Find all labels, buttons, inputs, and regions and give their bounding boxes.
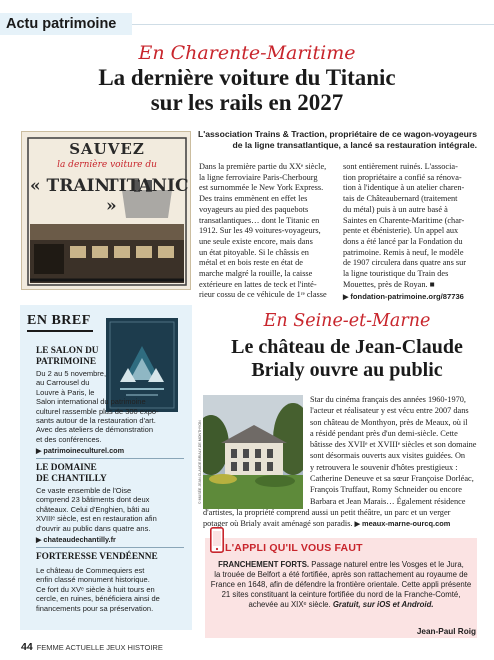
poster-line4: TITANIC » bbox=[106, 176, 189, 216]
article1-column1 bbox=[199, 162, 335, 301]
text-line: d'ouvrir au public dans quatre ans. bbox=[36, 523, 151, 533]
article2-ref-link[interactable]: ▶ meaux-marne-ourcq.com bbox=[354, 519, 451, 529]
chateau-brialy-photo bbox=[203, 395, 303, 509]
text-line: tion propriétaire a confié sa rénova- bbox=[343, 172, 462, 182]
text-line: Dans la première partie du XXᵉ siècle, bbox=[199, 162, 327, 171]
text-line: tais de Châteaubernard (traitement bbox=[343, 194, 458, 204]
text-line: la ligne ferroviaire Paris-Cherbourg bbox=[199, 172, 318, 182]
text-line: et des conférences. bbox=[36, 434, 102, 444]
text-line: cercle, en ruines, bénéficiera ainsi de bbox=[36, 594, 160, 604]
bref-title: EN BREF bbox=[27, 313, 91, 328]
article2-text-full: d'artistes, la propriété comprend aussi un petit théâtre, un parc et un verger potager où Brialy avait aménagé son paradis. ▶ meaux-marne-ourcq.com bbox=[203, 508, 451, 529]
bref-rule bbox=[27, 330, 93, 332]
text-line: Ce fort du XVᵉ siècle à huit tours en bbox=[36, 584, 155, 594]
text-line: Barbara et Jean Marais… Également résidence bbox=[310, 496, 466, 506]
article1-ref-link[interactable]: ▶ fondation-patrimoine.org/87736 bbox=[343, 292, 464, 301]
text-line: Du 2 au 5 novembre, bbox=[36, 369, 107, 378]
smartphone-icon bbox=[210, 527, 224, 553]
text-line: sont désormais ouverts aux visites guidées. On bbox=[310, 451, 466, 461]
text-line: 1912. Sur les 49 voitures-voyageurs, bbox=[199, 226, 321, 236]
text-line: voyageurs au pied des paquebots bbox=[199, 204, 309, 214]
article1-kicker: En Charente-Maritime bbox=[138, 42, 356, 64]
triangle-icon: ▶ bbox=[36, 448, 42, 455]
magazine-name: FEMME ACTUELLE JEUX HISTOIRE bbox=[36, 643, 163, 652]
app-text: FRANCHEMENT FORTS. Passage naturel entre les Vosges et le Jura, la trouée de Belfort a été fortifiée, après son rattachement au royaume de France en 1648, afin de défendre la frontière orientale. Cette appli présente 21 sites constituant la ceinture fortifiée du nord de la Franche-Comté, achevée au XIXᵉ siècle. Gratuit, sur iOS et Android. bbox=[210, 560, 472, 609]
text-line: un état pitoyable. Si le châssis en bbox=[199, 247, 309, 257]
article2-headline-line2: Brialy ouvre au public bbox=[251, 359, 443, 381]
text-line: Saintes en Charente-Maritime (char- bbox=[343, 215, 465, 225]
page-number: 44 bbox=[21, 641, 33, 653]
bref-separator bbox=[36, 547, 184, 548]
text-line: tion à l'identique à un atelier charen- bbox=[343, 183, 465, 193]
text-line: sont entièrement ruinés. L'associa- bbox=[343, 162, 458, 171]
text-line: culturel rassemble plus de 300 expo- bbox=[36, 406, 159, 416]
text-line: Le château de Commequiers est bbox=[36, 566, 145, 575]
text-line: financements pour sa préservation. bbox=[36, 603, 154, 613]
text-line: marche malgré la rouille, la caisse bbox=[199, 269, 313, 279]
text-line: son château de Monthyon, près de Meaux, où il bbox=[310, 417, 468, 427]
triangle-icon: ▶ bbox=[343, 294, 349, 301]
section-divider bbox=[132, 24, 494, 25]
bref-item3-text bbox=[36, 566, 188, 613]
author-signature: Jean-Paul Roig bbox=[416, 627, 476, 636]
text-line: la ligne touristique du Train des bbox=[343, 269, 449, 279]
text-line: Avec des ateliers de démonstration bbox=[36, 425, 154, 435]
text-line: enfin classé monument historique. bbox=[36, 575, 150, 585]
bref-item3-title: FORTERESSE VENDÉENNE bbox=[36, 552, 158, 562]
triangle-icon: ▶ bbox=[36, 537, 42, 544]
section-title: Actu patrimoine bbox=[6, 16, 117, 32]
poster-line3: « TRAIN bbox=[30, 176, 111, 196]
text-line: comprend 23 bâtiments dont deux bbox=[36, 495, 150, 505]
poster-line2: la dernière voiture du bbox=[57, 160, 157, 170]
article1-chapo: L'association Trains & Traction, propriétaire de ce wagon-voyageurs de la ligne transatlantique, a lancé sa restauration intégrale. bbox=[197, 129, 477, 150]
text-line: Des trains emmènent en effet les bbox=[199, 194, 308, 204]
article1-headline-line2: sur les rails en 2027 bbox=[150, 90, 344, 115]
text-line: au Carrousel du bbox=[36, 378, 90, 388]
text-line: François Truffaut, Romy Schneider ou encore bbox=[310, 485, 462, 495]
text-line: Ce vaste ensemble de l'Oise bbox=[36, 486, 132, 495]
text-line: a résidé pendant près d'un demi-siècle. Cette bbox=[310, 428, 458, 438]
text-line: sants autour de la restauration d'art. bbox=[36, 416, 156, 426]
text-line: Star du cinéma français des années 1960-1970, bbox=[310, 395, 466, 404]
article2-text-right bbox=[310, 394, 477, 507]
text-line: du métal) puis à un autre basé à bbox=[343, 204, 448, 214]
text-line: dons a été lancé par la Fondation du bbox=[343, 236, 463, 246]
text-line: châteaux. Celui d'Enghien, bâti au bbox=[36, 504, 150, 514]
text-line: y retrouvera le souvenir d'hôtes prestigieux : bbox=[310, 462, 458, 472]
bref-separator bbox=[36, 458, 184, 459]
text-line: rieur cossu de ce véhicule de 1ʳᵉ classe bbox=[199, 290, 327, 300]
app-title: L'APPLI QU'IL VOUS FAUT bbox=[225, 542, 363, 554]
text-line: métal et en bois reste en état de bbox=[199, 258, 303, 268]
bref-item2-ref-link[interactable]: ▶ chateaudechantilly.fr bbox=[36, 535, 116, 544]
text-line: XVIIIᵉ siècle, est en restauration afin bbox=[36, 514, 157, 524]
text-line: est surnommée le New York Express. bbox=[199, 183, 324, 193]
bref-item1-title: LE SALON DU PATRIMOINE bbox=[36, 346, 99, 367]
bref-item2-title: LE DOMAINE DE CHANTILLY bbox=[36, 463, 107, 484]
text-line: Catherine Deneuve et sa sœur Françoise Dorléac, bbox=[310, 474, 474, 484]
text-line: transatlantiques… dont le Titanic en bbox=[199, 215, 320, 225]
text-line: Mouettes, près de Royan. ■ bbox=[343, 279, 435, 289]
bref-item1-ref-link[interactable]: ▶ patrimoineculturel.com bbox=[36, 446, 125, 455]
page-footer bbox=[21, 641, 163, 653]
text-line: bâtisse des XVIIᵉ et XVIIIᵉ siècles et son domaine bbox=[310, 440, 477, 450]
titanic-poster-image bbox=[21, 131, 191, 290]
text-line: de 1907 circulera dans quatre ans sur bbox=[343, 258, 467, 268]
text-line: Louvre à Paris, le bbox=[36, 387, 95, 397]
text-line: une seule existe encore, mais dans bbox=[199, 236, 313, 246]
text-line: Salon international du patrimoine bbox=[36, 397, 146, 407]
article2-headline-line1: Le château de Jean-Claude bbox=[231, 336, 463, 358]
article2-kicker: En Seine-et-Marne bbox=[263, 311, 431, 331]
article1-headline-line1: La dernière voiture du Titanic bbox=[98, 65, 396, 90]
text-line: l'acteur et réalisateur y est vécu entre 2007 dans bbox=[310, 406, 469, 416]
poster-line1: SAUVEZ bbox=[69, 140, 145, 158]
article1-column2 bbox=[343, 162, 478, 290]
bref-item1-text bbox=[36, 369, 188, 444]
text-line: extérieure en lattes de teck et l'inté- bbox=[199, 279, 317, 289]
photo-credit: © MUSÉE JEAN-CLAUDE BRIALY-DE MONTHYON bbox=[198, 420, 202, 504]
text-line: patrimoine. Remis à neuf, le modèle bbox=[343, 247, 464, 257]
triangle-icon: ▶ bbox=[354, 521, 360, 529]
text-line: pente et ébénisterie). Un appel aux bbox=[343, 226, 459, 236]
bref-item2-text bbox=[36, 486, 188, 533]
